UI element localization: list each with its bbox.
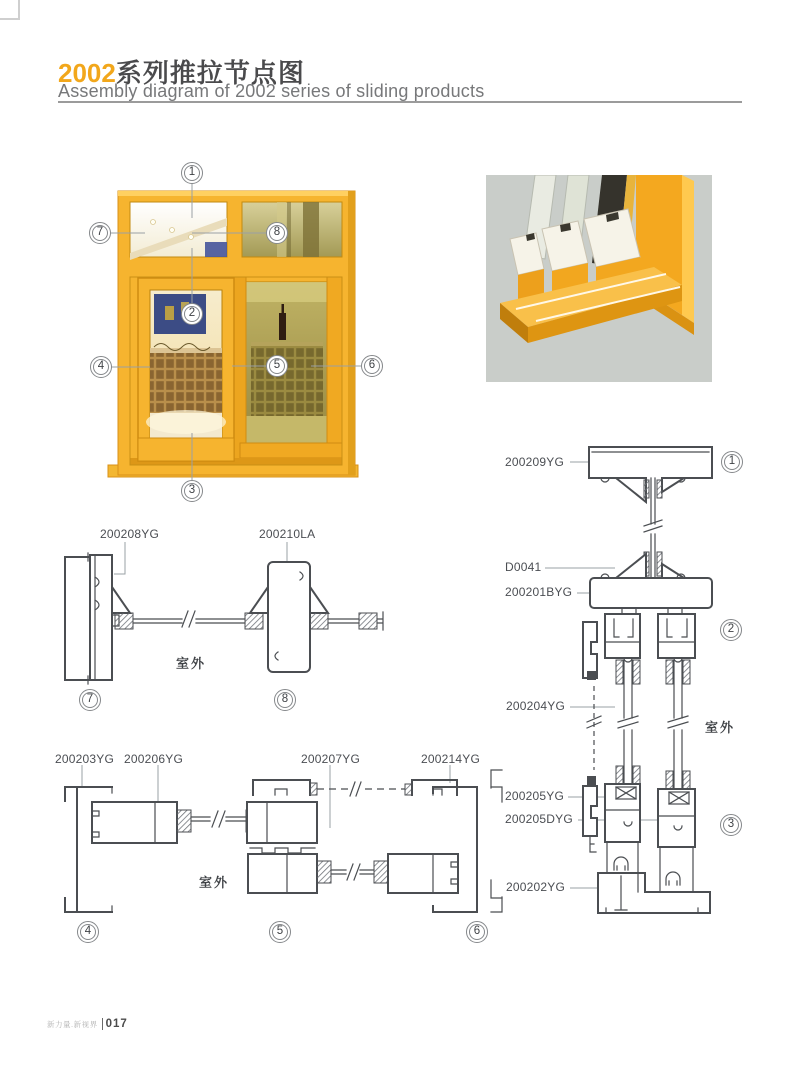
sash-bottom-profiles-3 — [583, 776, 695, 852]
title-main: 系列推拉节点图 — [115, 58, 305, 88]
footer-divider — [102, 1018, 103, 1030]
jamb-profile-4 — [65, 787, 177, 912]
section-456-drawing — [45, 748, 505, 928]
section-callout-5: 5 — [269, 921, 291, 943]
part-label-200202yg: 200202YG — [506, 880, 565, 894]
part-label-200205yg: 200205YG — [505, 789, 564, 803]
section-callout-4: 4 — [77, 921, 99, 943]
part-label-200205dyg: 200205DYG — [505, 812, 573, 826]
header-divider — [58, 101, 742, 103]
section-callout-8: 8 — [274, 689, 296, 711]
section-callout-6: 6 — [466, 921, 488, 943]
window-callout-3: 3 — [181, 480, 203, 502]
title-accent: 2002 — [58, 58, 116, 88]
part-label-d0041: D0041 — [505, 560, 542, 574]
sill-profile — [598, 842, 710, 913]
frame-edge-marks — [491, 770, 502, 898]
part-label-200209yg: 200209YG — [505, 455, 564, 469]
outdoor-label-78: 室外 — [176, 656, 207, 671]
profile-3d-render — [486, 175, 712, 382]
window-callout-7: 7 — [89, 222, 111, 244]
glazing-bead-d0041 — [616, 554, 684, 578]
part-label-200201byg: 200201BYG — [505, 585, 573, 599]
window-illustration — [55, 160, 395, 510]
part-label-200214yg: 200214YG — [421, 752, 480, 766]
page-subtitle: Assembly diagram of 2002 series of sliding products — [58, 81, 485, 101]
sliding-sashes — [130, 277, 342, 465]
section-callout-2: 2 — [720, 619, 742, 641]
page-footer — [47, 1018, 128, 1030]
page-number: 017 — [105, 1018, 128, 1030]
window-callout-5: 5 — [266, 355, 288, 377]
part-label-200206yg: 200206YG — [124, 752, 183, 766]
section-123-drawing — [488, 432, 773, 937]
footer-slogan: 新力量.新视界 — [47, 1019, 98, 1029]
outdoor-label-123: 室外 — [705, 720, 736, 735]
transom-profile-2 — [583, 574, 712, 680]
part-label-200208yg: 200208YG — [100, 527, 159, 541]
glass-columns-middle — [587, 660, 690, 789]
part-label-200207yg: 200207YG — [301, 752, 360, 766]
window-callout-6: 6 — [361, 355, 383, 377]
window-callout-2: 2 — [181, 303, 203, 325]
window-callout-4: 4 — [90, 356, 112, 378]
part-label-200210la: 200210LA — [259, 527, 316, 541]
jamb-profile-6 — [388, 780, 502, 912]
section-callout-1: 1 — [721, 451, 743, 473]
glass-run-7 — [115, 611, 263, 629]
section-callout-3: 3 — [720, 814, 742, 836]
section-78-drawing — [48, 524, 393, 694]
part-label-200204yg: 200204YG — [506, 699, 565, 713]
part-label-200203yg: 200203YG — [55, 752, 114, 766]
mullion-profile-8 — [250, 562, 383, 672]
outdoor-label-456: 室外 — [199, 875, 230, 890]
meeting-stile-5 — [247, 780, 405, 893]
window-callout-8: 8 — [266, 222, 288, 244]
page-corner-mark — [0, 0, 20, 20]
section-callout-7: 7 — [79, 689, 101, 711]
window-callout-1: 1 — [181, 162, 203, 184]
